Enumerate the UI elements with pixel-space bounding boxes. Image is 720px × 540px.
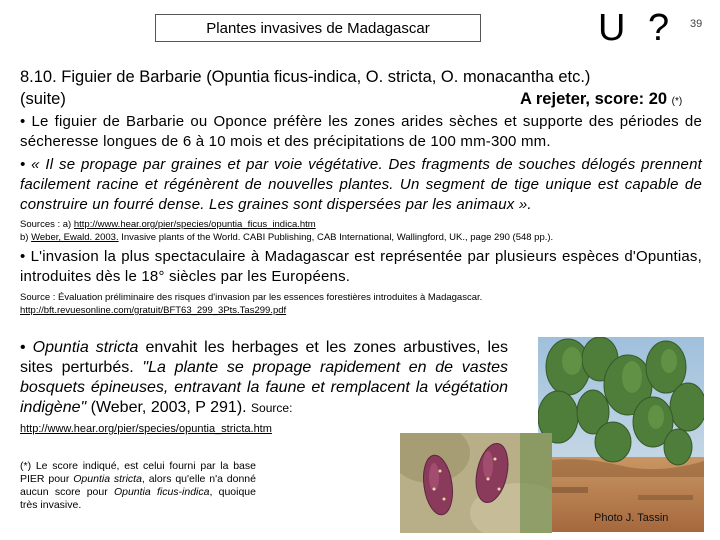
score-footnote: [20, 460, 256, 512]
photo-credit: Photo J. Tassin: [594, 512, 669, 524]
source-b-prefix: b): [20, 232, 29, 243]
footnote-text-b: , alors qu'elle n'a donné aucun score pour: [20, 473, 256, 498]
source-b: [20, 232, 553, 244]
section-heading-continued: (suite): [20, 90, 66, 108]
source-b-text: Invasive plants of the World. CABI Publishing, CAB International, Wallingford, UK., page 290 (548 pp.).: [121, 232, 554, 243]
footnote-text-c: , quoique très invasive.: [20, 486, 256, 511]
reject-score: [520, 89, 682, 112]
reject-score-text: A rejeter, score: 20: [520, 90, 668, 108]
stricta-text: envahit les herbages et les zones arbustives, les sites perturbés.: [20, 339, 508, 376]
presentation-title: Plantes invasives de Madagascar: [206, 19, 430, 37]
footnote-text-a: (*) Le score indiqué, est celui fourni par la base PIER pour: [20, 460, 256, 485]
source-a-prefix: Sources : a): [20, 219, 72, 230]
source-a: [20, 219, 316, 231]
presentation-title-box: [155, 14, 481, 42]
paragraph-habitat: • Le figuier de Barbarie ou Oponce préfère les zones arides sèches et supporte des périodes de sécheresse longues de 6 à 10 mois et des précipitations de 100 mm-300 mm.: [20, 113, 702, 150]
stricta-source-link[interactable]: http://www.hear.org/pier/species/opuntia_stricta.htm: [20, 423, 272, 435]
opuntia-fruit-photo: [400, 433, 552, 533]
page-number: 39: [690, 18, 703, 30]
stricta-source-word: Source:: [251, 401, 293, 415]
footnote-species-a: Opuntia stricta: [73, 473, 142, 485]
stricta-ref: (Weber, 2003, P 291).: [90, 399, 247, 416]
source-b-author: Weber, Ewald. 2003.: [31, 232, 119, 243]
section-heading: 8.10. Figuier de Barbarie (Opuntia ficus-indica, O. stricta, O. monacantha etc.): [20, 68, 591, 86]
source-c-link[interactable]: [20, 305, 286, 317]
reject-score-note: (*): [671, 96, 683, 107]
stricta-species: Opuntia stricta: [32, 339, 139, 356]
source-a-link[interactable]: http://www.hear.org/pier/species/opuntia_ficus_indica.htm: [73, 219, 316, 230]
source-c: Source : Évaluation préliminaire des risques d'invasion par les essences forestières introduites à Madagascar.: [20, 292, 483, 303]
paragraph-invasion: • L'invasion la plus spectaculaire à Madagascar est représentée par plusieurs espèces d'Opuntias, introduites dès le 18° siècles par les Européens.: [20, 248, 702, 285]
paragraph-propagation: • « Il se propage par graines et par voie végétative. Des fragments de souches délogés prennent facilement racine et régénèrent de nouvelles plantes. Un segment de tige unique est capable de construire un fourré dense. Les graines sont dispersées par les animaux ».: [20, 156, 702, 213]
stricta-quote: "La plante se propage rapidement en de vastes bosquets épineuses, entravant la faune et remplacent la végétation indigène": [20, 359, 509, 416]
rating-label: U ?: [598, 7, 676, 49]
paragraph-stricta: [20, 338, 508, 418]
source-c-link-text[interactable]: http://bft.revuesonline.com/gratuit/BFT63_299_3Pts.Tas299.pdf: [20, 305, 287, 316]
stricta-bullet: •: [20, 339, 26, 356]
footnote-species-b: Opuntia ficus-indica: [113, 486, 210, 498]
opuntia-landscape-photo: [538, 337, 704, 532]
